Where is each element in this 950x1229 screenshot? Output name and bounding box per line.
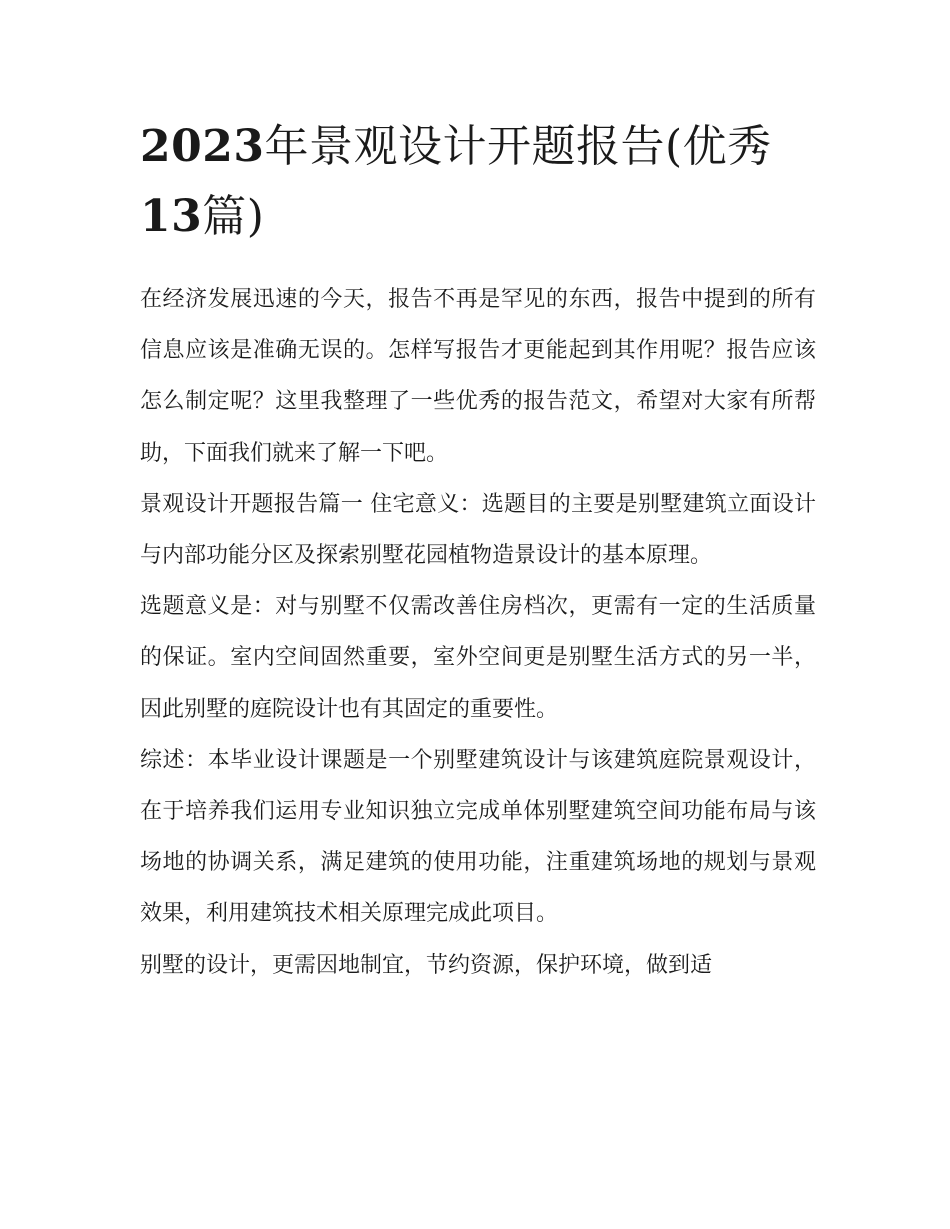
- paragraph-intro: 在经济发展迅速的今天，报告不再是罕见的东西，报告中提到的所有信息应该是准确无误的。怎样写报告才更能起到其作用呢？报告应该怎么制定呢？这里我整理了一些优秀的报告范文，希望对大家有所帮助，下面我们就来了解一下吧。: [140, 287, 816, 466]
- document-title: 2023年景观设计开题报告(优秀13篇): [140, 121, 772, 242]
- paragraph-section-one: 景观设计开题报告篇一 住宅意义：选题目的主要是别墅建筑立面设计与内部功能分区及探索别墅花园植物造景设计的基本原理。: [140, 491, 816, 569]
- document-page: [140, 112, 816, 991]
- document-body: [140, 274, 816, 991]
- paragraph-significance: 选题意义是：对与别墅不仅需改善住房档次，更需有一定的生活质量的保证。室内空间固然重要，室外空间更是别墅生活方式的另一半，因此别墅的庭院设计也有其固定的重要性。: [140, 594, 816, 722]
- title-numeral: 2023: [140, 121, 265, 172]
- paragraph-villa-design: 别墅的设计，更需因地制宜，节约资源，保护环境，做到适: [140, 952, 713, 978]
- title-numeral: 13: [140, 191, 203, 242]
- paragraph-summary: 综述：本毕业设计课题是一个别墅建筑设计与该建筑庭院景观设计，在于培养我们运用专业知识独立完成单体别墅建筑空间功能布局与该场地的协调关系，满足建筑的使用功能，注重建筑场地的规划与景观效果，利用建筑技术相关原理完成此项目。: [140, 747, 816, 927]
